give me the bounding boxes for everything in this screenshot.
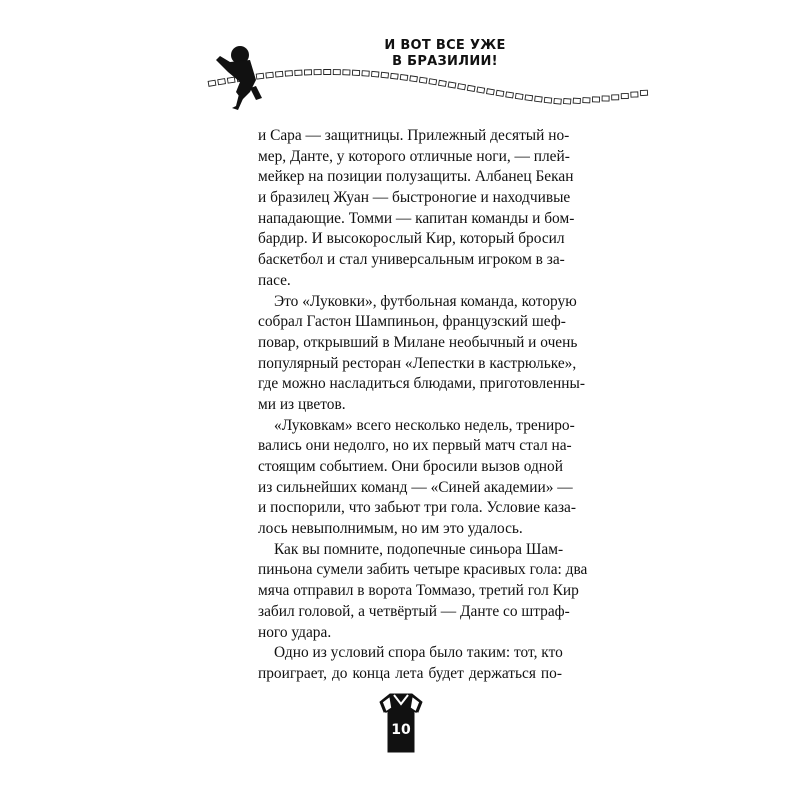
text-line: забил головой, а четвёртый — Данте со штраф- [258,602,570,620]
path-stone [544,97,552,103]
text-line: баскетбол и стал универсальным игроком в за- [258,251,565,269]
text-line: бардир. И высокорослый Кир, который бросил [258,230,565,248]
path-stone [285,71,292,76]
path-stone [496,90,504,96]
path-stone [314,70,321,75]
text-line: пасе. [258,271,291,289]
text-line: проиграет, до конца лета будет держаться по- [258,664,562,682]
path-stone [343,70,350,75]
path-stone [218,79,226,85]
path-stone [429,79,437,85]
path-stone [602,96,609,101]
text-line: «Луковкам» всего несколько недель, трениро- [274,416,575,434]
text-line: где можно насладиться блюдами, приготовленны- [258,375,585,393]
path-stone [275,71,282,77]
path-stone [621,93,628,98]
jersey-page-number-icon [378,690,424,756]
path-stone [467,85,475,91]
path-stone [410,76,418,82]
path-stone [333,70,340,75]
path-stone [381,72,388,78]
path-stone [208,80,216,86]
path-stone [564,99,571,105]
text-line: мер, Данте, у которого отличные ноги, — плей- [258,147,570,165]
path-stone [515,93,523,99]
path-stone [371,71,378,77]
path-stone [266,72,273,78]
text-line: мяча отправил в ворота Томмазо, третий гол Кир [258,582,579,600]
text-line: и Сара — защитницы. Прилежный десятый но- [258,127,570,144]
path-stone [592,97,599,102]
path-stone [573,98,580,103]
path-stone [256,73,264,79]
text-line: и бразилец Жуан — быстроногие и находчивые [258,189,571,207]
path-stone [419,77,427,83]
path-stone [324,69,331,74]
path-stone [487,89,495,95]
path-stone [525,95,533,101]
body-text [258,126,588,685]
path-stone [439,80,447,86]
path-stone [640,90,647,95]
text-line: и поспорили, что забьют три гола. Условие каза- [258,499,577,517]
chapter-title-line: В БРАЗИЛИИ! [392,54,498,69]
text-line: мейкер на позиции полузащиты. Албанец Бекан [258,168,574,186]
path-stone [506,92,514,98]
path-stone [295,70,302,75]
text-line: нападающие. Томми — капитан команды и бом- [258,209,575,227]
text-line: ного удара. [258,623,332,641]
path-stone [612,95,619,100]
running-boy-silhouette-icon [216,46,262,110]
path-stone [227,77,235,83]
path-stone [583,98,590,103]
path-stone [304,70,311,75]
path-stone [362,71,369,76]
text-line: Это «Луковки», футбольная команда, которую [274,292,577,310]
text-line: популярный ресторан «Лепестки в кастрюльке», [258,354,577,372]
page-number: 10 [391,722,411,738]
path-stone [352,70,359,75]
path-stone [448,82,456,88]
path-stone [631,92,638,97]
text-line: вались они недолго, но их первый матч стал на- [258,437,572,455]
path-stone [535,96,543,102]
text-line: собрал Гастон Шампиньон, французский шеф- [258,313,566,331]
chapter-title-line: И ВОТ ВСЕ УЖЕ [384,38,506,53]
text-line: Как вы помните, подопечные синьора Шам- [274,540,564,558]
chapter-title [370,38,520,70]
text-line: ми из цветов. [258,395,346,413]
text-line: пиньона сумели забить четыре красивых гола: два [258,561,588,579]
path-stone [400,75,408,81]
text-line: повар, открывший в Милане необычный и очень [258,333,578,351]
path-stone [458,84,466,90]
text-line: стоящим событием. Они бросили вызов одной [258,458,563,475]
text-line: Одно из условий спора было таким: тот, кто [274,644,563,662]
path-stone [391,73,399,79]
path-stone [554,98,561,104]
text-line: из сильнейших команд — «Синей академии» — [258,478,573,496]
text-line: лось невыполнимым, но им это удалось. [258,520,523,538]
path-stone [477,87,485,93]
